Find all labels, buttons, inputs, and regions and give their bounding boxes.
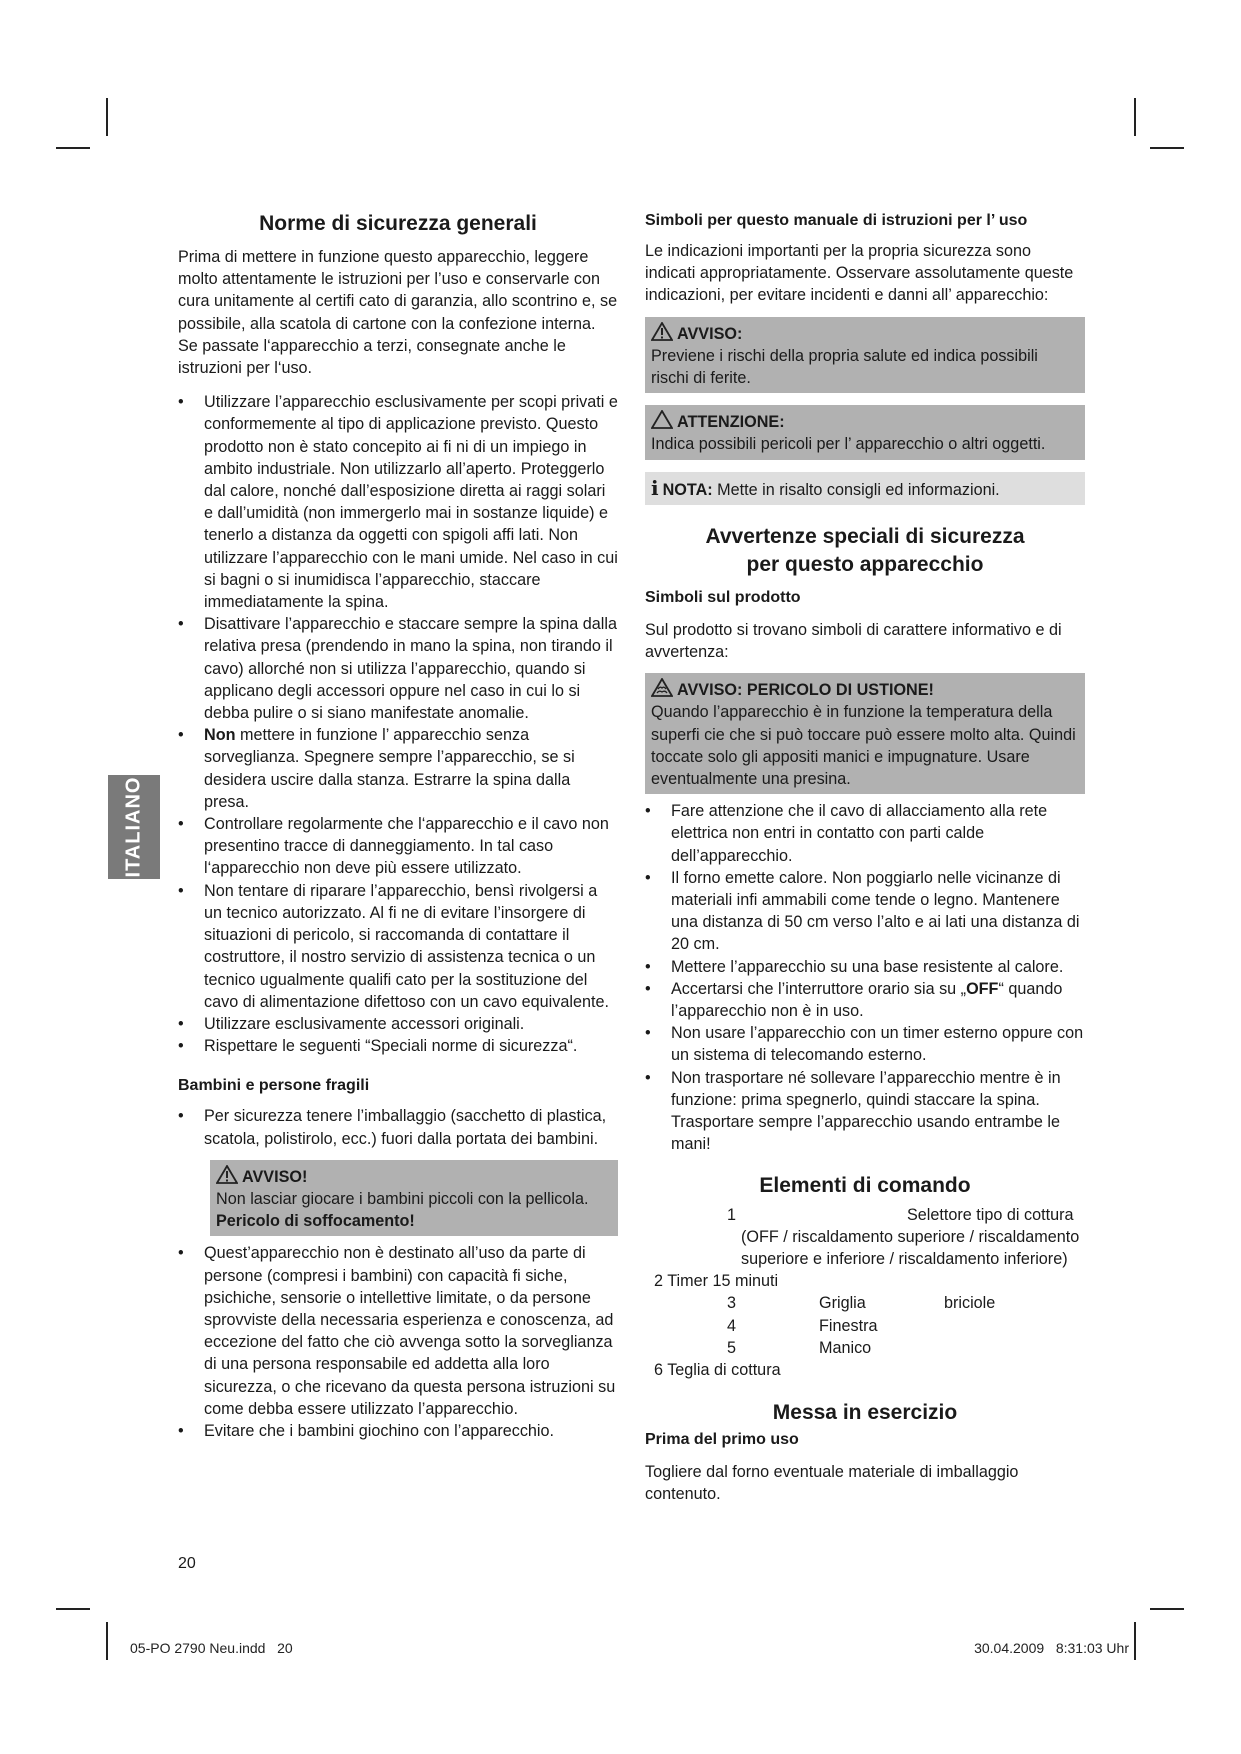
controls-title: Elementi di comando: [759, 1173, 971, 1197]
list-item: • Controllare regolarmente che l‘apparecchio e il cavo non presentino tracce di danneggiamento. In tal caso l‘apparecchio non deve più essere utilizzato.: [178, 813, 618, 880]
attenzione-header: [651, 410, 1079, 433]
control-number: 4: [727, 1316, 737, 1335]
list-item: • Evitare che i bambini giochino con l’apparecchio.: [178, 1420, 618, 1442]
start-title: Messa in esercizio: [772, 1401, 958, 1425]
intro-paragraph: Prima di mettere in funzione questo apparecchio, leggere molto attentamente le istruzioni per l’uso e conservarle con cura unitamente al certifi cato di garanzia, allo scontrino e, se possibile, alla scatola di cartone con la confezione interna. Se passate l‘apparecchio a terzi, consegnate anche le istruzioni per l‘uso.: [178, 248, 618, 378]
children-list-2: [178, 1242, 618, 1442]
control-number: 5: [727, 1338, 737, 1357]
warning-label: AVVISO!: [242, 1167, 308, 1186]
first-use-text: Togliere dal forno eventuale materiale di imballaggio contenuto.: [645, 1463, 1019, 1504]
control-detail: (OFF / riscaldamento superiore / riscaldamento superiore e inferiore / riscaldamento inferiore): [741, 1227, 1080, 1268]
attenzione-label: ATTENZIONE:: [677, 413, 785, 432]
avviso-text: Previene i rischi della propria salute ed indica possibili rischi di ferite.: [651, 346, 1038, 388]
special-safety-title-line2: per questo apparecchio: [746, 552, 984, 576]
warning-bold-text: Pericolo di soffocamento!: [216, 1212, 415, 1231]
crop-mark: [1134, 1622, 1136, 1660]
symbols-intro: Le indicazioni importanti per la propria sicurezza sono indicati appropriatamente. Osservare assolutamente queste indicazioni, per evitare incidenti e danni all’ apparecchio:: [645, 242, 1074, 305]
burn-warning-box: [645, 673, 1085, 794]
crop-mark: [56, 147, 90, 149]
list-item: • Utilizzare esclusivamente accessori originali.: [178, 1013, 618, 1035]
crop-mark: [106, 98, 108, 136]
control-number: 3: [727, 1294, 737, 1313]
list-item: • Fare attenzione che il cavo di allacciamento alla rete elettrica non entri in contatto con parti calde dell’apparecchio.: [645, 800, 1085, 867]
control-number: 1: [727, 1205, 737, 1224]
hot-surface-warning-icon: [651, 678, 673, 697]
crop-mark: [106, 1622, 108, 1660]
controls-list: [645, 1204, 1085, 1382]
controls-row: [645, 1315, 1085, 1337]
control-label: Finestra: [819, 1316, 878, 1335]
controls-row: [645, 1337, 1085, 1359]
warning-box: [210, 1160, 618, 1237]
special-safety-list: [645, 800, 1085, 1155]
burn-warning-label: AVVISO: PERICOLO DI USTIONE!: [677, 681, 934, 700]
attenzione-box: [645, 405, 1085, 459]
avviso-label: AVVISO:: [677, 324, 743, 343]
control-label: Manico: [819, 1338, 872, 1357]
controls-row: 6 Teglia di cottura: [654, 1360, 781, 1379]
right-column: [645, 210, 1085, 1506]
list-item: • Quest’apparecchio non è destinato all’uso da parte di persone (compresi i bambini) con capacità fi siche, psichiche, sensorie o intellettive limitate, o da persone sprovviste della necessaria esperienza e conoscenza, ad eccezione del fatto che ciò avvenga sotto la sorveglianza di una persona responsabile ed addetta alla loro sicurezza, o che ricevano da questa persona istruzioni su come debba essere utilizzato l’apparecchio.: [178, 1242, 618, 1420]
avviso-box: [645, 317, 1085, 394]
crop-mark: [56, 1608, 90, 1610]
page-number: 20: [178, 1555, 196, 1572]
footer-file-info: 05-PO 2790 Neu.indd 20: [130, 1640, 293, 1656]
list-item-text: “ quando l’apparecchio non è in uso.: [671, 979, 1063, 1021]
burn-warning-text: Quando l’apparecchio è in funzione la temperatura della superfi cie che si può toccare può essere molto alta. Quindi toccate solo gli appositi manici e impugnature. Usare eventualmente una presina.: [651, 703, 1076, 789]
control-label: Selettore tipo di cottura: [907, 1205, 1074, 1224]
product-symbols-heading: Simboli sul prodotto: [645, 588, 801, 606]
warning-header: [216, 1165, 612, 1188]
nota-box: [645, 472, 1085, 505]
footer-timestamp: 30.04.2009 8:31:03 Uhr: [974, 1640, 1129, 1656]
children-heading: Bambini e persone fragili: [178, 1077, 370, 1095]
list-item: • Non trasportare né sollevare l’apparecchio mentre è in funzione: prima spegnerlo, quindi staccare la spina. Trasportare sempre l’apparecchio usando entrambe le mani!: [645, 1067, 1085, 1156]
general-safety-title: Norme di sicurezza generali: [259, 212, 537, 235]
nota-text: Mette in risalto consigli ed informazioni.: [712, 480, 1000, 499]
safety-list: [178, 391, 618, 1057]
controls-row: 2 Timer 15 minuti: [654, 1272, 779, 1291]
warning-triangle-icon: [216, 1165, 238, 1184]
list-item-text: Accertarsi che l’interruttore orario sia su „: [671, 979, 967, 998]
list-item: [645, 978, 1085, 1022]
list-item: • Utilizzare l’apparecchio esclusivamente per scopi privati e conformemente al tipo di applicazione previsto. Questo prodotto non è stato concepito ai fi ni di un impiego in ambito industriale. Non utilizzarlo all’aperto. Proteggerlo dal calore, nonché dall’esposizione diretta ai raggi solari e dall’umidità (non immergerlo mai in sostanze liquide) e tenerlo a distanza da oggetti con spigoli affi lati. Non utilizzare l’apparecchio con le mani umide. Nel caso in cui si bagni o si inumidisca l’apparecchio, staccare immediatamente la spina.: [178, 391, 618, 613]
nota-label: NOTA:: [662, 480, 713, 499]
product-symbols-text: Sul prodotto si trovano simboli di carattere informativo e di avvertenza:: [645, 620, 1062, 662]
first-use-heading: Prima del primo uso: [645, 1431, 799, 1449]
list-item: • Per sicurezza tenere l’imballaggio (sacchetto di plastica, scatola, polistirolo, ecc.) fuori dalla portata dei bambini.: [178, 1105, 618, 1149]
controls-row: [645, 1292, 1085, 1314]
burn-warning-header: [651, 678, 1079, 701]
controls-row: [645, 1204, 1085, 1226]
list-item-text: mettere in funzione l’ apparecchio senza sorveglianza. Spegnere sempre l’apparecchio, se si desidera uscire dalla stanza. Estrarre la spina dalla presa.: [204, 726, 575, 811]
children-list: [178, 1105, 618, 1149]
list-item: • Non usare l’apparecchio con un timer esterno oppure con un sistema di telecomando esterno.: [645, 1022, 1085, 1066]
bold-non: Non: [204, 726, 236, 745]
warning-triangle-icon: [651, 322, 673, 341]
language-tab: [108, 775, 160, 879]
attenzione-text: Indica possibili pericoli per l’ apparecchio o altri oggetti.: [651, 435, 1046, 454]
list-item: • Disattivare l’apparecchio e staccare sempre la spina dalla relativa presa (prendendo in mano la spina, non tirando il cavo) allorché non si utilizza l’apparecchio, quando si applicano degli accessori oppure nel caso in cui lo si debba pulire o si siano manifestate anomalie.: [178, 613, 618, 724]
special-safety-title: [645, 523, 1085, 579]
warning-text: Non lasciar giocare i bambini piccoli con la pellicola.: [216, 1189, 589, 1208]
caution-triangle-icon: [651, 410, 673, 429]
crop-mark: [1134, 98, 1136, 136]
crop-mark: [1150, 147, 1184, 149]
control-label: Griglia: [819, 1294, 866, 1313]
list-item: • Mettere l’apparecchio su una base resistente al calore.: [645, 956, 1085, 978]
info-icon: i: [651, 475, 659, 500]
list-item: • Non tentare di riparare l’apparecchio, bensì rivolgersi a un tecnico autorizzato. Al fi ne di evitare l’insorgere di situazioni di pericolo, si raccomanda di contattare il costruttore, il nostro servizio di assistenza tecnica o un tecnico ugualmente qualifi cato per la sostituzione del cavo di alimentazione difettoso con un cavo equivalente.: [178, 880, 618, 1013]
avviso-header: [651, 322, 1079, 345]
list-item: • Rispettare le seguenti “Speciali norme di sicurezza“.: [178, 1035, 618, 1057]
left-column: [178, 210, 618, 1442]
list-item: [178, 724, 618, 813]
special-safety-title-line1: Avvertenze speciali di sicurezza: [705, 524, 1025, 548]
list-item: • Il forno emette calore. Non poggiarlo nelle vicinanze di materiali infi ammabili come tende o legno. Mantenere una distanza di 50 cm verso l’alto e ai lati una distanza di 20 cm.: [645, 867, 1085, 956]
control-extra: briciole: [944, 1294, 996, 1313]
off-bold: OFF: [966, 979, 999, 998]
language-tab-label: ITALIANO: [122, 776, 145, 878]
crop-mark: [1150, 1608, 1184, 1610]
symbols-heading: Simboli per questo manuale di istruzioni per l’ uso: [645, 212, 1028, 229]
